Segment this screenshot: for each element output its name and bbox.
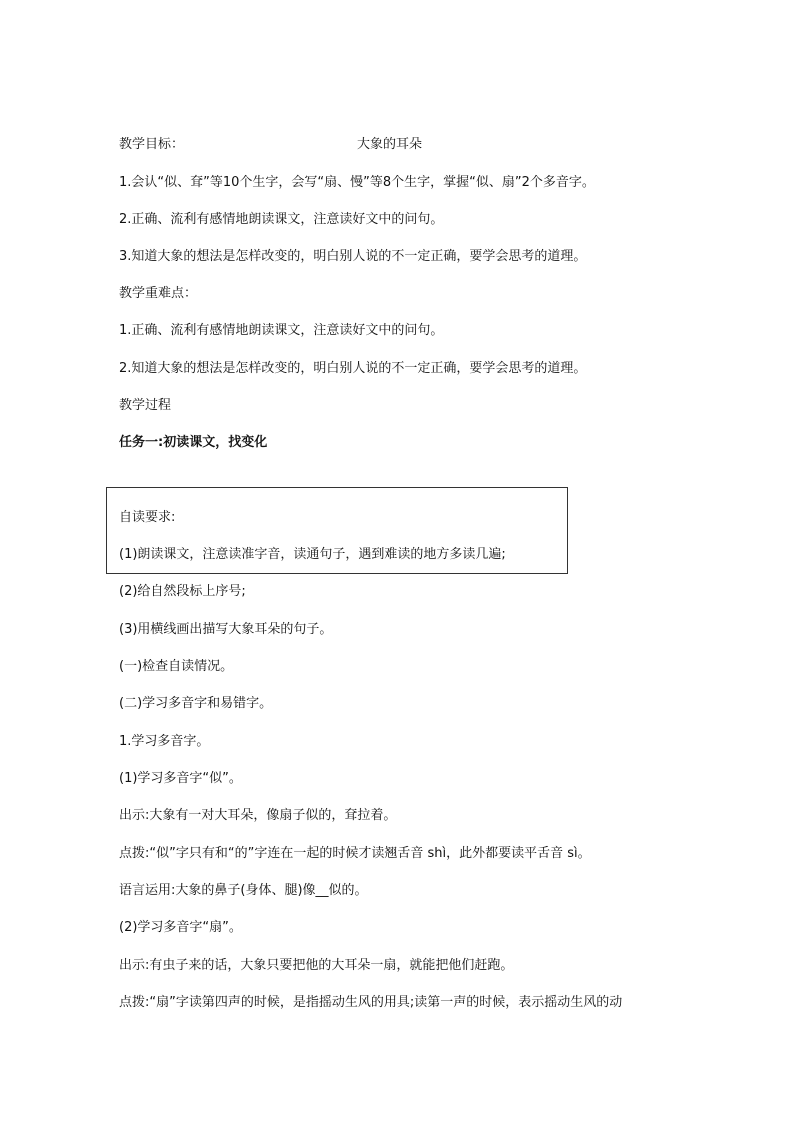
key-point-item: 2.知道大象的想法是怎样改变的，明白别人说的不一定正确，要学会思考的道理。 (119, 361, 587, 376)
lesson-title: 大象的耳朵 (357, 137, 423, 152)
self-reading-item: (2)给自然段标上序号; (119, 584, 246, 599)
key-points-heading: 教学重难点： (119, 286, 198, 301)
step-line: 出示:大象有一对大耳朵，像扇子似的，耷拉着。 (119, 808, 397, 823)
step-line: (2)学习多音字“扇”。 (119, 920, 242, 935)
step-line: 点拨:“扇”字读第四声的时候，是指摇动生风的用具;读第一声的时候，表示摇动生风的动 (119, 995, 623, 1010)
process-heading: 教学过程 (119, 398, 172, 413)
self-reading-item: (1)朗读课文，注意读准字音，读通句子，遇到难读的地方多读几遍; (119, 547, 506, 562)
self-reading-heading: 自读要求: (119, 510, 176, 525)
task-heading: 任务一:初读课文，找变化 (119, 435, 268, 450)
goal-item: 1.会认“似、耷”等10个生字，会写“扇、慢”等8个生字，掌握“似、扇”2个多音字。 (119, 175, 595, 190)
step-line: 语言运用:大象的鼻子(身体、腿)像__似的。 (119, 883, 368, 898)
step-line: (二)学习多音字和易错字。 (119, 696, 273, 711)
step-line: 出示:有虫子来的话，大象只要把他的大耳朵一扇，就能把他们赶跑。 (119, 958, 514, 973)
step-line: 1.学习多音字。 (119, 734, 210, 749)
self-reading-item: (3)用横线画出描写大象耳朵的句子。 (119, 622, 333, 637)
step-line: (1)学习多音字“似”。 (119, 771, 242, 786)
goal-item: 2.正确、流利有感情地朗读课文，注意读好文中的问句。 (119, 212, 444, 227)
goals-label: 教学目标： (119, 137, 185, 152)
key-point-item: 1.正确、流利有感情地朗读课文，注意读好文中的问句。 (119, 323, 444, 338)
goal-item: 3.知道大象的想法是怎样改变的，明白别人说的不一定正确，要学会思考的道理。 (119, 249, 587, 264)
step-line: (一)检查自读情况。 (119, 659, 234, 674)
step-line: 点拨:“似”字只有和“的”字连在一起的时候才读翘舌音 shì，此外都要读平舌音 sì。 (119, 846, 591, 861)
